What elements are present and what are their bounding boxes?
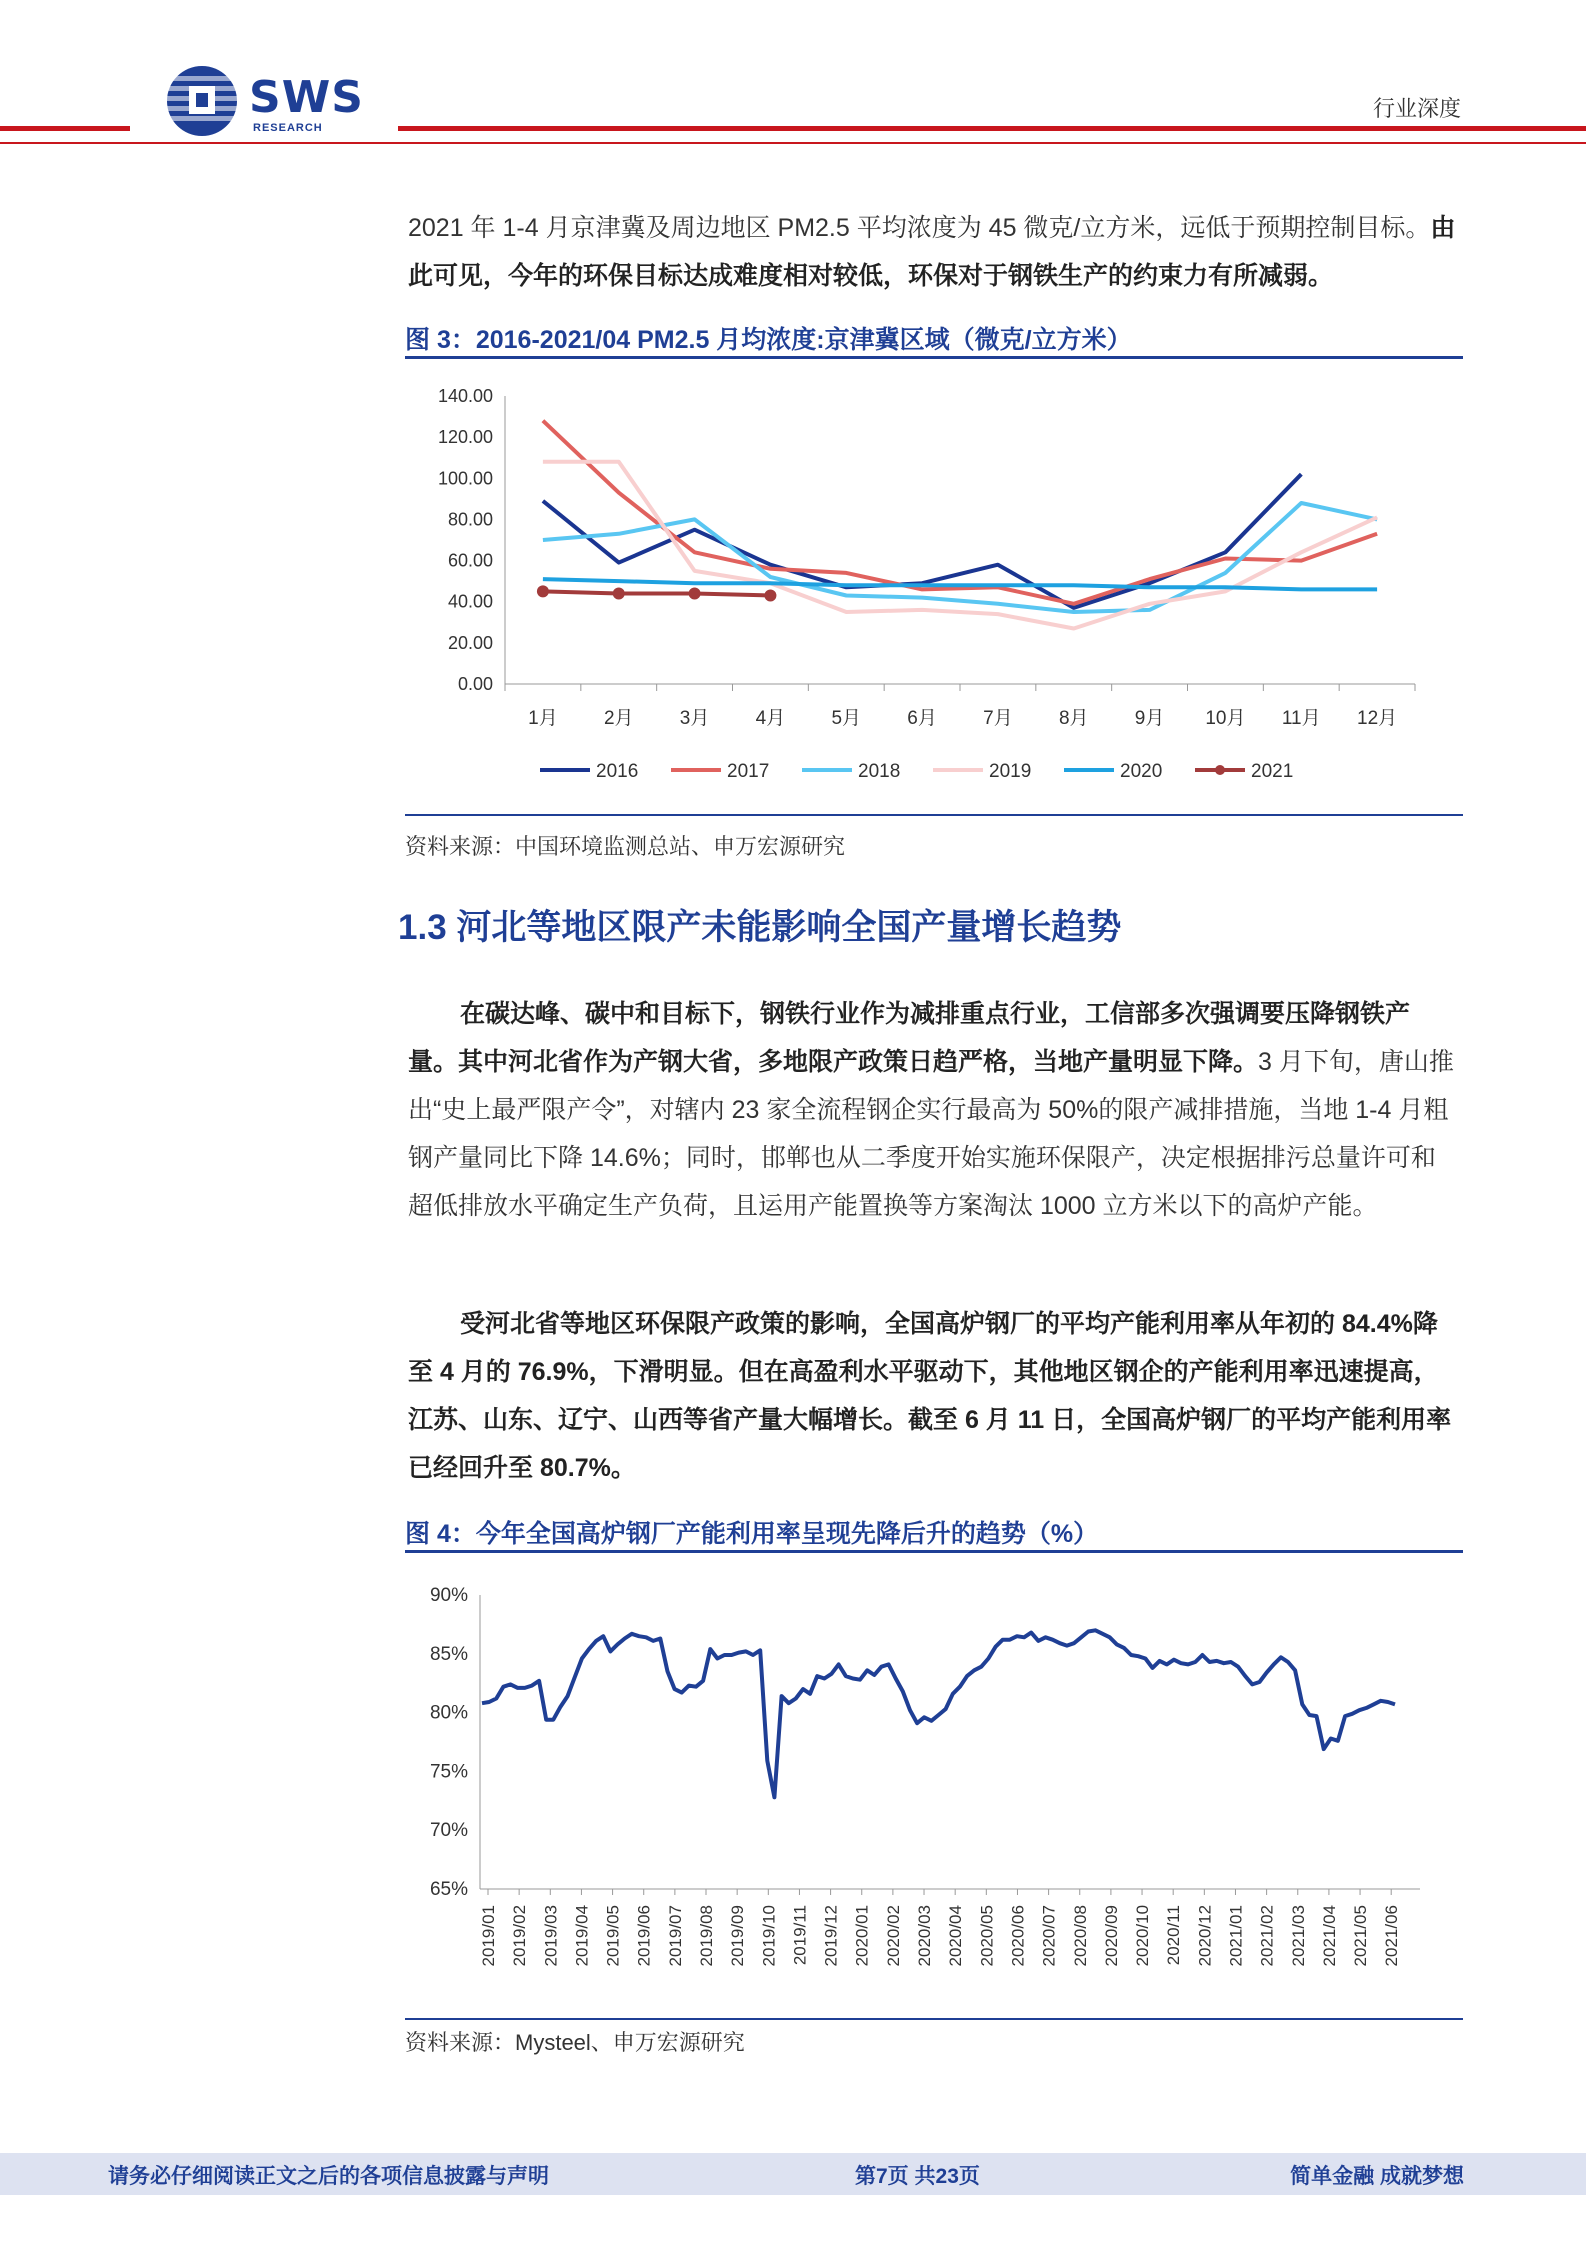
x-tick-label: 5月 [831,708,862,729]
x-tick-label: 2019/09 [728,1905,748,1967]
x-tick-label: 2020/04 [946,1905,966,1967]
x-tick-label: 2021/03 [1288,1905,1308,1967]
y-tick-label: 0.00 [457,674,493,694]
x-tick-label: 2021/05 [1351,1905,1371,1967]
x-tick-label: 8月 [1058,708,1089,729]
x-tick-label: 2020/06 [1008,1905,1028,1967]
series-line-utilization [482,1630,1395,1797]
series-line-2019 [543,462,1377,629]
y-tick-label: 70% [429,1820,468,1842]
x-tick-label: 2020/09 [1101,1905,1121,1967]
x-tick-label: 2019/12 [821,1905,841,1967]
series-point-2021 [613,587,625,599]
y-tick-label: 90% [429,1585,468,1606]
header-rule-thin [0,142,1586,144]
x-tick-label: 2019/08 [697,1904,716,1967]
x-tick-label: 2019/05 [603,1905,623,1967]
figure3-source: 资料来源：中国环境监测总站、申万宏源研究 [405,834,846,859]
figure3-title-rule [405,356,1463,359]
x-tick-label: 2019/10 [759,1904,779,1967]
figure4-title: 图 4：今年全国高炉钢厂产能利用率呈现先降后升的趋势（%） [405,1520,1099,1548]
legend-label: 2017 [727,761,770,782]
utilization-line-chart [405,1565,1465,2005]
x-tick-label: 2019/01 [479,1905,498,1967]
y-tick-label: 75% [429,1761,468,1783]
figure3-title: 图 3：2016-2021/04 PM2.5 月均浓度:京津冀区域（微克/立方米） [405,326,1132,354]
x-tick-label: 2020/11 [1164,1905,1184,1966]
y-tick-label: 100.00 [437,468,493,489]
x-tick-label: 2020/07 [1039,1904,1059,1967]
x-tick-label: 2019/04 [572,1904,592,1967]
x-tick-label: 2020/10 [1133,1904,1152,1967]
figure4-bottom-rule [405,2018,1463,2020]
logo-text: SWS [249,72,364,123]
legend-label: 2016 [596,761,639,782]
series-point-2021 [689,587,701,599]
header-rule-right [398,126,1586,131]
p1-text: 3 月下旬，唐山推出“史上最严限产令”，对辖内 23 家全流程钢企实行最高为 50%的限产减排措施，当地 1-4 月粗钢产量同比下降 14.6%；同时，邯郸也从二季度开始实施环保限产，决定根据排污总量许可和超低排放水平确定生产负荷，且运用产能置换等方案淘汰 1000 立方米以下的高炉产能。 [408,1048,1454,1220]
x-tick-label: 2019/06 [634,1904,654,1967]
x-tick-label: 2020/08 [1070,1905,1090,1967]
legend-label: 2018 [858,761,901,782]
p2-bold-text: 受河北省等地区环保限产政策的影响，全国高炉钢厂的平均产能利用率从年初的 84.4%降至 4 月的 76.9%，下滑明显。但在高盈利水平驱动下，其他地区钢企的产能利用率迅速提高，江苏、山东、辽宁、山西等省产量大幅增长。截至 6 月 11 日，全国高炉钢厂的平均产能利用率已经回升至 80.7%。 [408,1310,1452,1482]
x-tick-label: 9月 [1134,708,1165,729]
p1-bold-text: 在碳达峰、碳中和目标下，钢铁行业作为减排重点行业，工信部多次强调要压降钢铁产量。其中河北省作为产钢大省，多地限产政策日趋严格，当地产量明显下降。 [408,1000,1411,1076]
pm25-line-chart [405,370,1465,790]
intro-text: 2021 年 1-4 月京津冀及周边地区 PM2.5 平均浓度为 45 微克/立方米，远低于预期控制目标。 [408,214,1431,242]
y-tick-label: 85% [429,1643,468,1665]
x-tick-label: 2019/11 [790,1904,810,1966]
x-tick-label: 2月 [603,708,634,729]
series-point-2021 [764,590,776,602]
x-tick-label: 2020/02 [883,1905,903,1967]
report-category: 行业深度 [1372,96,1461,121]
series-line-2021 [543,591,771,595]
x-tick-label: 2019/02 [510,1904,530,1967]
legend-label: 2020 [1120,761,1163,782]
sws-logo [165,62,385,142]
section-paragraph-2 [408,1300,1458,1492]
x-tick-label: 4月 [755,708,786,729]
y-tick-label: 120.00 [437,427,493,448]
x-tick-label: 12月 [1357,708,1398,729]
intro-paragraph [408,204,1458,300]
y-tick-label: 40.00 [447,591,493,612]
y-tick-label: 60.00 [447,550,493,571]
x-tick-label: 2020/12 [1195,1904,1215,1967]
series-point-2021 [537,585,549,597]
y-tick-label: 80% [429,1702,468,1724]
x-tick-label: 2021/01 [1226,1905,1246,1967]
x-tick-label: 11月 [1281,708,1321,729]
y-tick-label: 65% [429,1879,468,1900]
figure3-bottom-rule [405,814,1463,816]
x-tick-label: 2021/04 [1319,1904,1339,1967]
x-tick-label: 2021/02 [1257,1904,1277,1967]
footer-slogan: 简单金融 成就梦想 [1290,2165,1464,2188]
x-tick-label: 1月 [528,708,558,729]
y-tick-label: 20.00 [447,632,493,653]
x-tick-label: 2020/01 [852,1904,872,1967]
legend-marker-2021 [1215,765,1225,775]
x-tick-label: 7月 [983,708,1013,729]
section-paragraph-1 [408,990,1458,1230]
x-tick-label: 6月 [907,708,937,729]
footer-page-number: 第7页 共23页 [855,2165,980,2188]
x-tick-label: 2020/03 [915,1904,934,1967]
section-heading: 1.3 河北等地区限产未能影响全国产量增长趋势 [398,908,1122,947]
figure4-source: 资料来源：Mysteel、申万宏源研究 [405,2030,745,2055]
x-tick-label: 3月 [679,708,710,729]
figure4-title-rule [405,1550,1463,1553]
intro-bold-text: 由此可见，今年的环保目标达成难度相对较低，环保对于钢铁生产的约束力有所减弱。 [408,214,1456,290]
legend-label: 2019 [989,761,1032,782]
x-tick-label: 2019/03 [541,1905,561,1967]
footer-disclaimer: 请务必仔细阅读正文之后的各项信息披露与声明 [108,2165,549,2188]
y-tick-label: 80.00 [447,509,493,530]
x-tick-label: 2021/06 [1382,1905,1402,1967]
x-tick-label: 2019/07 [665,1905,685,1967]
y-tick-label: 140.00 [437,386,493,406]
logo-subtitle: RESEARCH [253,122,323,134]
legend-label: 2021 [1251,761,1294,782]
x-tick-label: 2020/05 [977,1904,997,1967]
header-rule-left [0,126,130,131]
sws-globe-icon [165,64,243,138]
x-tick-label: 10月 [1205,708,1246,729]
